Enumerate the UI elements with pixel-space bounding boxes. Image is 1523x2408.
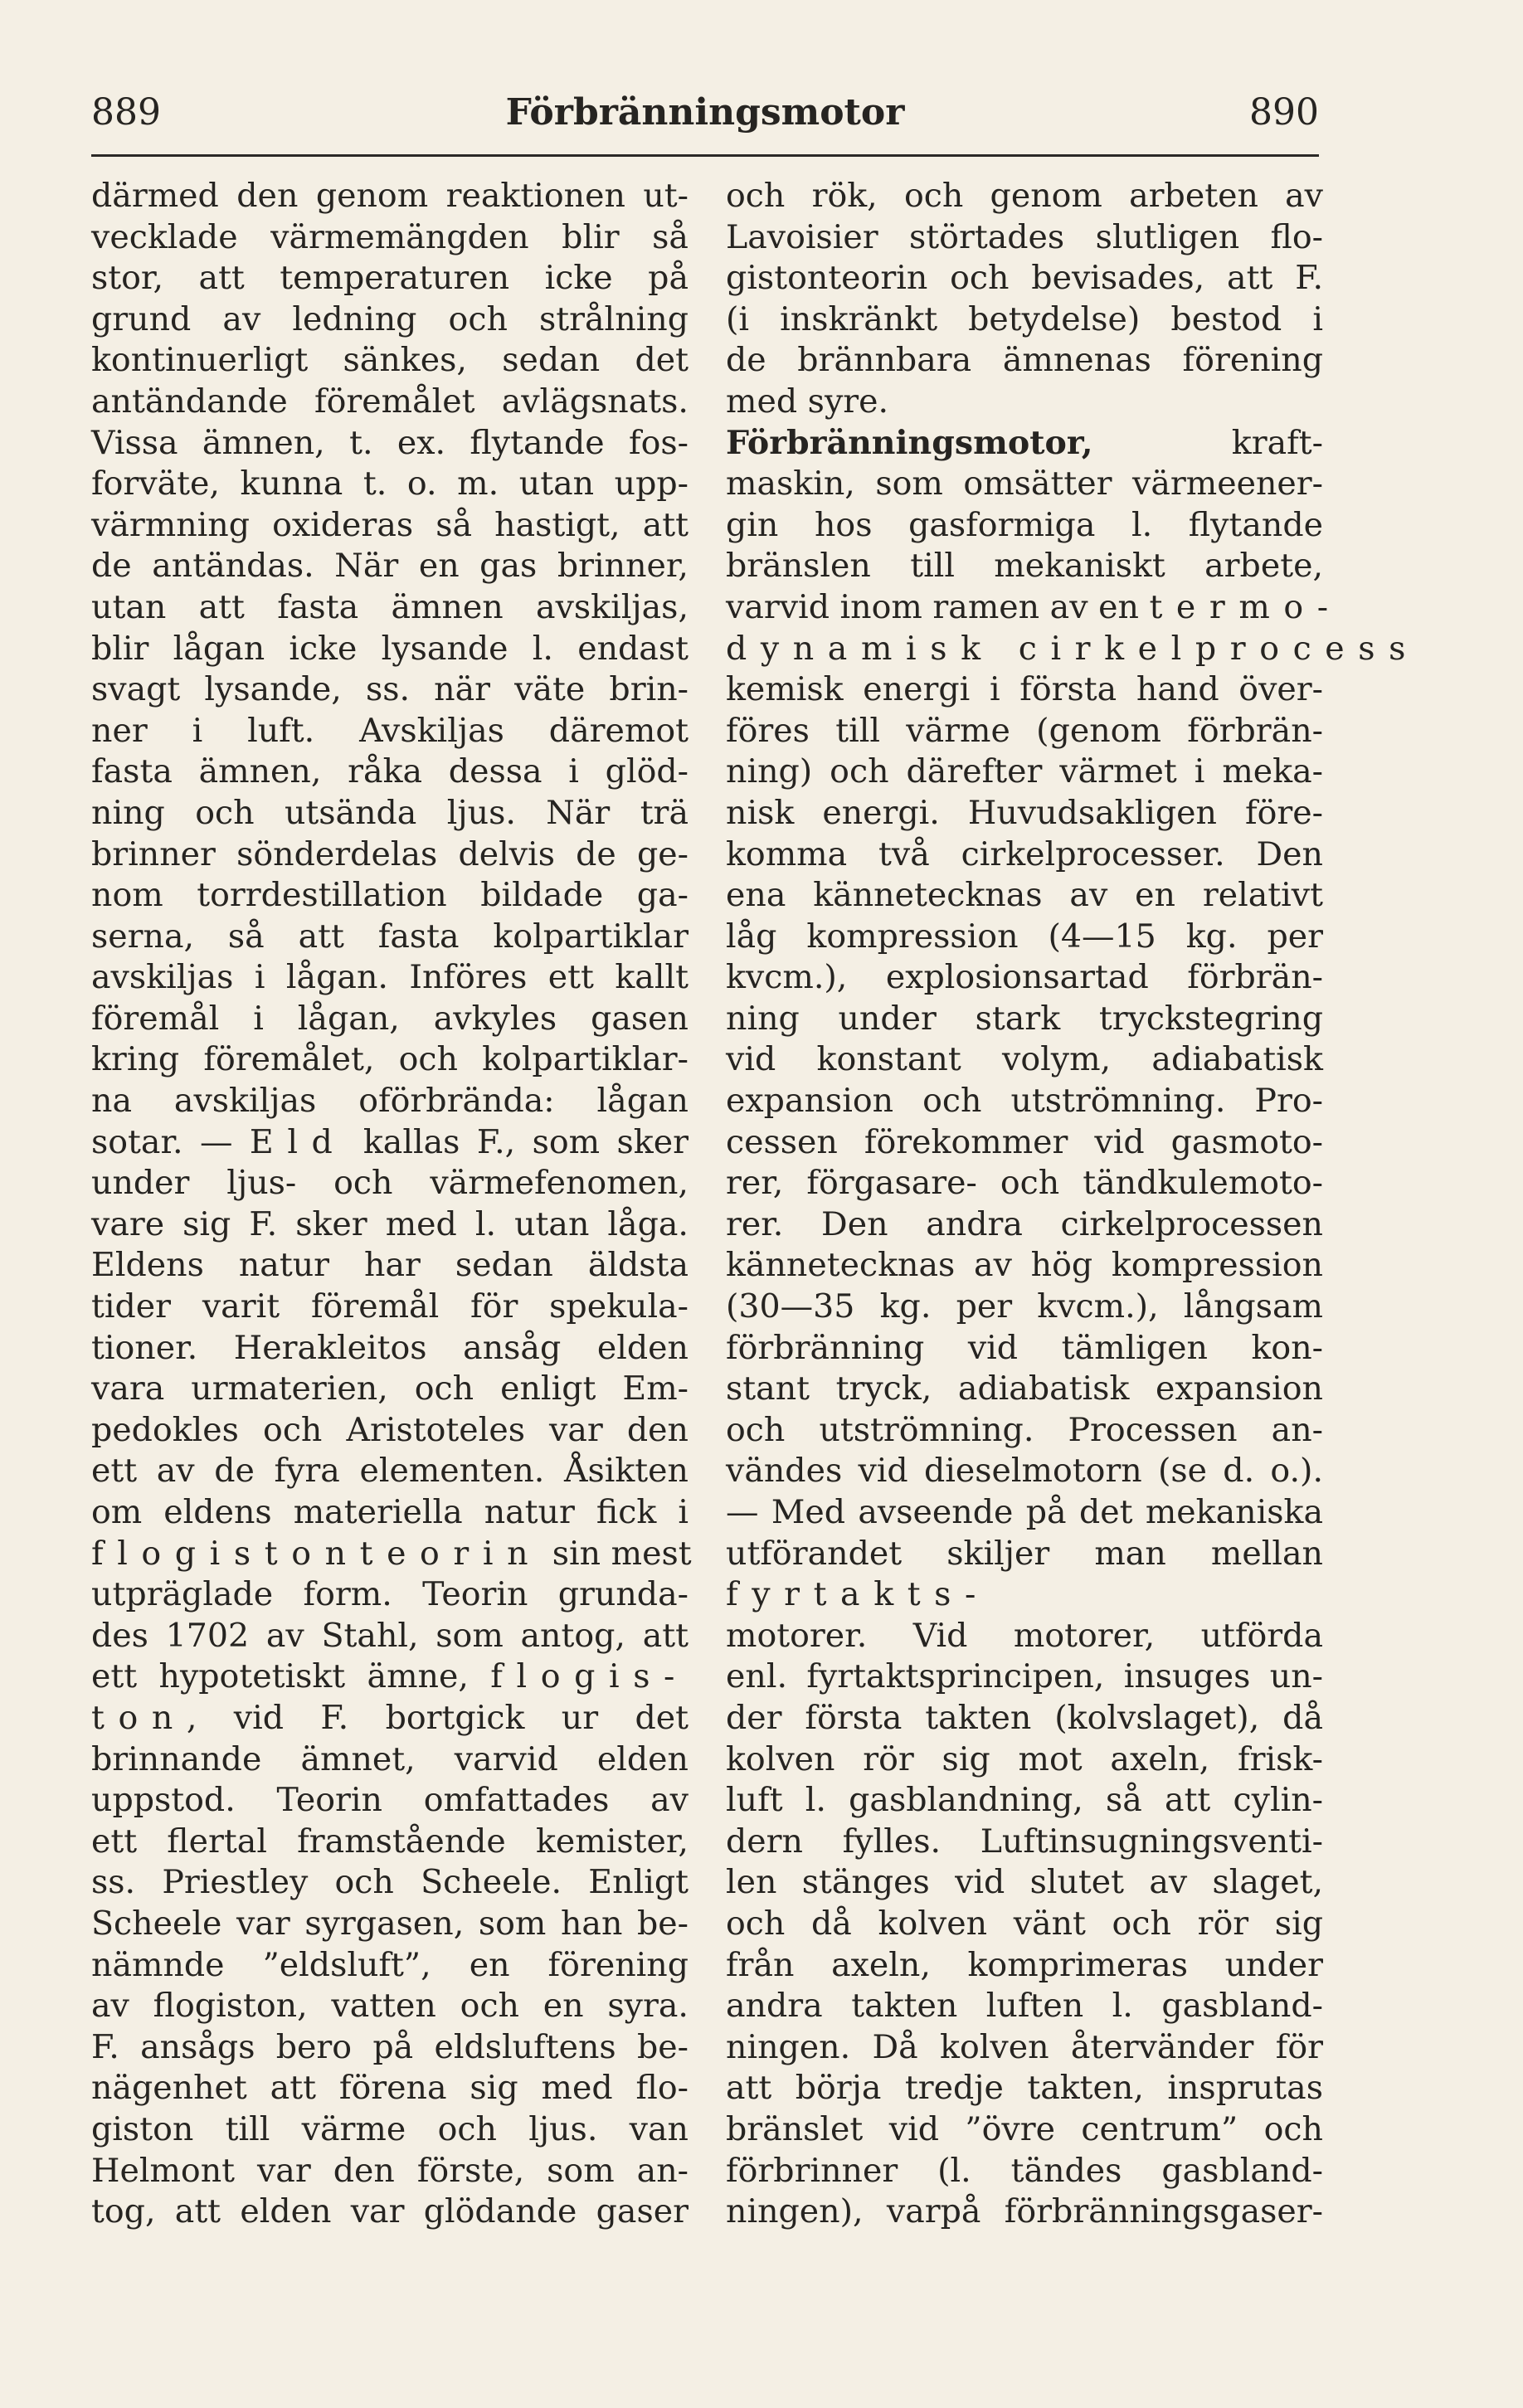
- text-line: nisk energi. Huvudsakligen före-: [726, 793, 1323, 832]
- text-line: rer. Den andra cirkelprocessen: [726, 1204, 1323, 1243]
- text-line: kontinuerligt sänkes, sedan det: [91, 341, 689, 380]
- text-line: Helmont var den förste, som an-: [91, 2151, 689, 2190]
- text-line: föres till värme (genom förbrän-: [726, 711, 1323, 750]
- text-line: stant tryck, adiabatisk expansion: [726, 1369, 1323, 1408]
- right-column: [726, 176, 1419, 2233]
- text-line: expansion och utströmning. Pro-: [726, 1082, 1323, 1121]
- text-line: ningen. Då kolven återvänder för: [726, 2027, 1323, 2066]
- text-line: ton, vid F. bortgick ur det: [91, 1698, 689, 1737]
- text-line: tog, att elden var glödande gaser: [91, 2192, 689, 2231]
- text-line: ningen), varpå förbränningsgaser-: [726, 2192, 1323, 2231]
- text-line: motorer. Vid motorer, utförda: [726, 1616, 1323, 1655]
- text-line: rer, förgasare- och tändkulemoto-: [726, 1164, 1323, 1203]
- text-line: gistonteorin och bevisades, att F.: [726, 259, 1323, 298]
- text-line: låg kompression (4—15 kg. per: [726, 917, 1323, 956]
- text-line: de brännbara ämnenas förening: [726, 341, 1323, 380]
- article-headword-line: Förbränningsmotor, kraft-: [726, 423, 1323, 462]
- text-line: dern fylles. Luftinsugningsventi-: [726, 1822, 1323, 1861]
- text-line: tioner. Herakleitos ansåg elden: [91, 1328, 689, 1367]
- text-line: och då kolven vänt och rör sig: [726, 1904, 1323, 1943]
- text-line: ner i luft. Avskiljas däremot: [91, 711, 689, 750]
- text-line: gin hos gasformiga l. flytande: [726, 505, 1323, 544]
- text-line: kolven rör sig mot axeln, frisk-: [726, 1739, 1323, 1778]
- text-line: om eldens materiella natur fick i: [91, 1493, 689, 1531]
- text-line: luft l. gasblandning, så att cylin-: [726, 1781, 1323, 1820]
- text-line: na avskiljas oförbrända: lågan: [91, 1082, 689, 1121]
- text-line: de antändas. När en gas brinner,: [91, 547, 689, 586]
- text-line: svagt lysande, ss. när väte brin-: [91, 670, 689, 709]
- text-line: förbrinner (l. tändes gasbland-: [726, 2151, 1323, 2190]
- text-line: des 1702 av Stahl, som antog, att: [91, 1616, 689, 1655]
- text-line: förbränning vid tämligen kon-: [726, 1328, 1323, 1367]
- text-line: maskin, som omsätter värmeener-: [726, 465, 1323, 503]
- text-line: uppstod. Teorin omfattades av: [91, 1781, 689, 1820]
- left-column: [91, 176, 692, 2233]
- text-line: ning) och därefter värmet i meka-: [726, 752, 1323, 791]
- text-line: ning och utsända ljus. När trä: [91, 793, 689, 832]
- text-line: och utströmning. Processen an-: [726, 1410, 1323, 1449]
- page-number-right: 890: [1249, 91, 1319, 134]
- text-line: kemisk energi i första hand över-: [726, 670, 1323, 709]
- text-line: dynamisk cirkelprocess: [726, 629, 1419, 668]
- text-line: cessen förekommer vid gasmoto-: [726, 1122, 1323, 1161]
- text-line: komma två cirkelprocesser. Den: [726, 834, 1323, 873]
- text-line: utpräglade form. Teorin grunda-: [91, 1575, 689, 1614]
- text-line: ett hypotetiskt ämne, flogis-: [91, 1657, 689, 1696]
- text-line: brinnande ämnet, varvid elden: [91, 1739, 689, 1778]
- text-line: bränslet vid ”övre centrum” och: [726, 2109, 1323, 2148]
- text-line: kvcm.), explosionsartad förbrän-: [726, 958, 1323, 997]
- text-line: vecklade värmemängden blir så: [91, 217, 689, 256]
- text-line: och rök, och genom arbeten av: [726, 177, 1323, 215]
- text-line: därmed den genom reaktionen ut-: [91, 177, 689, 215]
- text-line: avskiljas i lågan. Införes ett kallt: [91, 958, 689, 997]
- text-line: med syre.: [726, 382, 889, 421]
- text-line: utan att fasta ämnen avskiljas,: [91, 587, 689, 626]
- text-line: kring föremålet, och kolpartiklar-: [91, 1040, 689, 1079]
- text-line: Lavoisier störtades slutligen flo-: [726, 217, 1323, 256]
- text-line: vid konstant volym, adiabatisk: [726, 1040, 1323, 1079]
- text-line: vare sig F. sker med l. utan låga.: [91, 1204, 689, 1243]
- text-line: föremål i lågan, avkyles gasen: [91, 999, 689, 1038]
- text-line: nom torrdestillation bildade ga-: [91, 876, 689, 915]
- text-line: bränslen till mekaniskt arbete,: [726, 547, 1323, 586]
- text-line: ning under stark tryckstegring: [726, 999, 1323, 1038]
- header-rule: [91, 154, 1319, 157]
- text-line: (i inskränkt betydelse) bestod i: [726, 299, 1323, 338]
- text-line: fasta ämnen, råka dessa i glöd-: [91, 752, 689, 791]
- page-header: [91, 88, 1319, 154]
- text-line: ett flertal framstående kemister,: [91, 1822, 689, 1861]
- text-line: F. ansågs bero på eldsluftens be-: [91, 2027, 689, 2066]
- text-line: enl. fyrtaktsprincipen, insuges un-: [726, 1657, 1323, 1696]
- text-line: blir lågan icke lysande l. endast: [91, 629, 689, 668]
- text-line: stor, att temperaturen icke på: [91, 259, 689, 298]
- text-line: antändande föremålet avlägsnats.: [91, 382, 689, 421]
- text-line: forväte, kunna t. o. m. utan upp-: [91, 465, 689, 503]
- text-line: Vissa ämnen, t. ex. flytande fos-: [91, 423, 689, 462]
- text-line: ett av de fyra elementen. Åsikten: [91, 1452, 689, 1491]
- text-line: pedokles och Aristoteles var den: [91, 1410, 689, 1449]
- text-line: nämnde ”eldsluft”, en förening: [91, 1945, 689, 1984]
- text-line: brinner sönderdelas delvis de ge-: [91, 834, 689, 873]
- text-line: ena kännetecknas av en relativt: [726, 876, 1323, 915]
- text-line: Scheele var syrgasen, som han be-: [91, 1904, 689, 1943]
- text-line: kännetecknas av hög kompression: [726, 1246, 1323, 1285]
- text-line: ss. Priestley och Scheele. Enligt: [91, 1863, 689, 1902]
- running-head: Förbränningsmotor: [505, 91, 905, 134]
- page-number-left: 889: [91, 91, 161, 134]
- text-line: Eldens natur har sedan äldsta: [91, 1246, 689, 1285]
- text-line: sotar. — Eld kallas F., som sker: [91, 1122, 689, 1161]
- text-line: tider varit föremål för spekula-: [91, 1287, 689, 1326]
- text-line: fyrtakts-: [726, 1575, 990, 1614]
- text-line: der första takten (kolvslaget), då: [726, 1698, 1323, 1737]
- text-line: från axeln, komprimeras under: [726, 1945, 1323, 1984]
- text-line: — Med avseende på det mekaniska: [726, 1493, 1323, 1531]
- text-line: värmning oxideras så hastigt, att: [91, 505, 689, 544]
- text-line: nägenhet att förena sig med flo-: [91, 2069, 689, 2108]
- text-line: under ljus- och värmefenomen,: [91, 1164, 689, 1203]
- text-line: varvid inom ramen av en termo-: [726, 587, 1342, 626]
- text-line: vändes vid dieselmotorn (se d. o.).: [726, 1452, 1323, 1491]
- text-line: vara urmaterien, och enligt Em-: [91, 1369, 689, 1408]
- text-line: flogistonteorin sin mest: [91, 1534, 692, 1573]
- text-line: serna, så att fasta kolpartiklar: [91, 917, 689, 956]
- text-line: giston till värme och ljus. van: [91, 2109, 689, 2148]
- text-line: att börja tredje takten, insprutas: [726, 2069, 1323, 2108]
- text-line: andra takten luften l. gasbland-: [726, 1987, 1323, 2026]
- text-line: len stänges vid slutet av slaget,: [726, 1863, 1323, 1902]
- text-line: (30—35 kg. per kvcm.), långsam: [726, 1287, 1323, 1326]
- text-line: utförandet skiljer man mellan: [726, 1534, 1323, 1573]
- text-line: grund av ledning och strålning: [91, 299, 689, 338]
- text-line: av flogiston, vatten och en syra.: [91, 1987, 689, 2026]
